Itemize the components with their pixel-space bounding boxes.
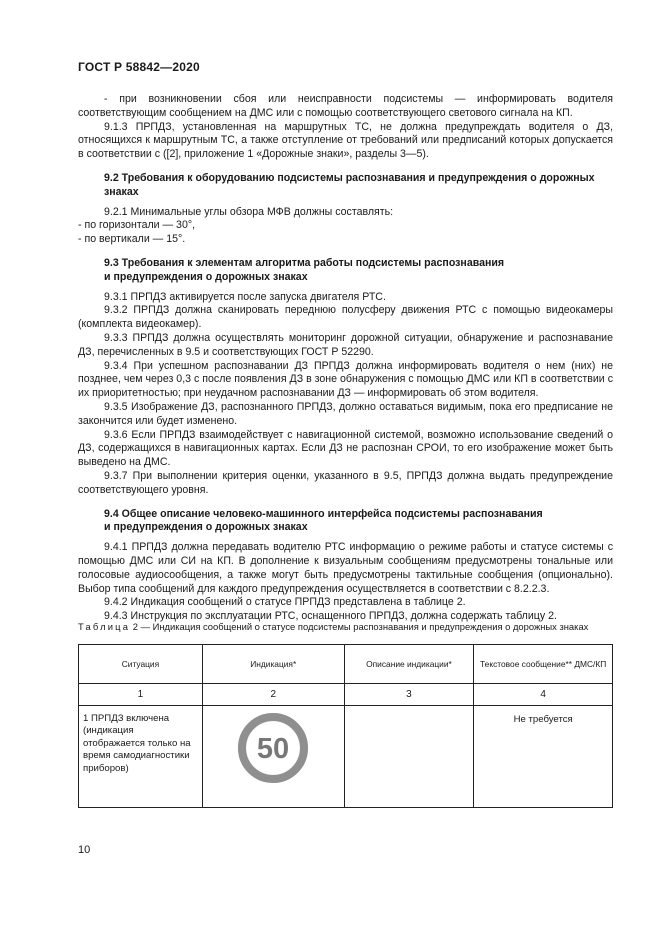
- column-number: 3: [344, 684, 474, 706]
- header-situation: Ситуация: [79, 645, 203, 684]
- heading-9-3: 9.3 Требования к элементам алгоритма работы подсистемы распознавания и предупреждения о дорожных знаках: [104, 256, 505, 283]
- paragraph-9-3-7: 9.3.7 При выполнении критерия оценки, указанного в 9.5, ПРПДЗ должна выдать предупреждение соответствующего уровня.: [78, 469, 613, 496]
- paragraph-9-3-5: 9.3.5 Изображение ДЗ, распознанного ПРПДЗ, должно оставаться видимым, пока его предписание не закончится или будет изменено.: [78, 400, 613, 427]
- header-indication: Индикация*: [202, 645, 344, 684]
- body-text: [78, 93, 613, 624]
- paragraph-9-4-1: 9.4.1 ПРПДЗ должна передавать водителю РТС информацию о режиме работы и статусе системы с помощью ДМС или СИ на КП. В дополнение к визуальным сообщениям предусмотрены тональные или голосовые аудиосообщения, а также могут быть предусмотрены тактильные сообщения (опционально). Выбор типа сообщений для каждого предупреждения осуществляется в соответствии с 8.2.2.3.: [78, 541, 613, 595]
- table-number-row: [79, 684, 613, 706]
- paragraph-9-3-1: 9.3.1 ПРПДЗ активируется после запуска двигателя РТС.: [104, 290, 386, 303]
- speed-limit-50-sign-icon: [236, 711, 310, 785]
- header-text-message: Текстовое сообщение** ДМС/КП: [474, 645, 613, 684]
- column-number: 2: [202, 684, 344, 706]
- message-cell: Не требуется: [474, 706, 613, 808]
- paragraph-9-1-3: 9.1.3 ПРПДЗ, установленная на маршрутных ТС, не должна предупреждать водителя о ДЗ, относящихся к маршрутным ТС, а также отступление от требований или предписаний которых допускается в соответствии с ([2], приложение 1 «Дорожные знаки», разделы 3—5).: [78, 120, 613, 161]
- table-header-row: [79, 645, 613, 684]
- paragraph-9-4-2: 9.4.2 Индикация сообщений о статусе ПРПДЗ представлена в таблице 2.: [104, 596, 466, 609]
- paragraph-9-3-4: 9.3.4 При успешном распознавании ДЗ ПРПДЗ должна информировать водителя о нем (них) не позднее, чем через 0,3 с после появления ДЗ в зоне обнаружения с помощью ДМС или КП в соответствии с их приоритетностью; при неудачном распознавании ДЗ — информировать об этом водителя.: [78, 359, 613, 400]
- paragraph-9-4-3: 9.4.3 Инструкция по эксплуатации РТС, оснащенного ПРПДЗ, должна содержать таблицу 2.: [104, 610, 557, 623]
- paragraph-9-3-6: 9.3.6 Если ПРПДЗ взаимодействует с навигационной системой, возможно использование сведений о ДЗ, содержащихся в навигационных картах. Если ДЗ не распознан СРОИ, то его изображение может быть выведено на ДМС.: [78, 428, 613, 469]
- paragraph-9-2-1: 9.2.1 Минимальные углы обзора МФВ должны составлять:: [104, 205, 394, 218]
- table-caption: Таблица 2 — Индикация сообщений о статусе подсистемы распознавания и предупреждения о дорожных знаках: [78, 621, 589, 632]
- heading-9-4: 9.4 Общее описание человеко-машинного интерфейса подсистемы распознавания и предупреждения о дорожных знаках: [104, 507, 543, 534]
- document-header: ГОСТ Р 58842—2020: [78, 60, 200, 74]
- table-row: [79, 706, 613, 808]
- heading-9-2: 9.2 Требования к оборудованию подсистемы распознавания и предупреждения о дорожных знаках: [104, 171, 595, 198]
- column-number: 1: [79, 684, 203, 706]
- indication-cell: [202, 706, 344, 808]
- sign-value: 50: [257, 733, 290, 765]
- header-description: Описание индикации*: [344, 645, 474, 684]
- list-item-horizontal: - по горизонтали — 30°,: [78, 219, 196, 232]
- description-cell: [344, 706, 474, 808]
- paragraph-9-3-3: 9.3.3 ПРПДЗ должна осуществлять мониторинг дорожной ситуации, обнаружение и распознавание ДЗ, перечисленных в 9.5 и соответствующих ГОСТ Р 52290.: [78, 331, 613, 358]
- column-number: 4: [474, 684, 613, 706]
- page-number: 10: [78, 844, 91, 856]
- status-indication-table: [78, 644, 613, 808]
- paragraph: - при возникновении сбоя или неисправности подсистемы — информировать водителя соответствующим сообщением на ДМС или с помощью соответствующего светового сигнала на КП.: [78, 93, 613, 119]
- situation-cell: 1 ПРПДЗ включена (индикация отображается только на время самодиагностики приборов): [79, 706, 203, 808]
- list-item-vertical: - по вертикали — 15°.: [78, 233, 186, 246]
- paragraph-9-3-2: 9.3.2 ПРПДЗ должна сканировать переднюю полусферу движения РТС с помощью видеокамеры (комплекта видеокамер).: [78, 304, 613, 331]
